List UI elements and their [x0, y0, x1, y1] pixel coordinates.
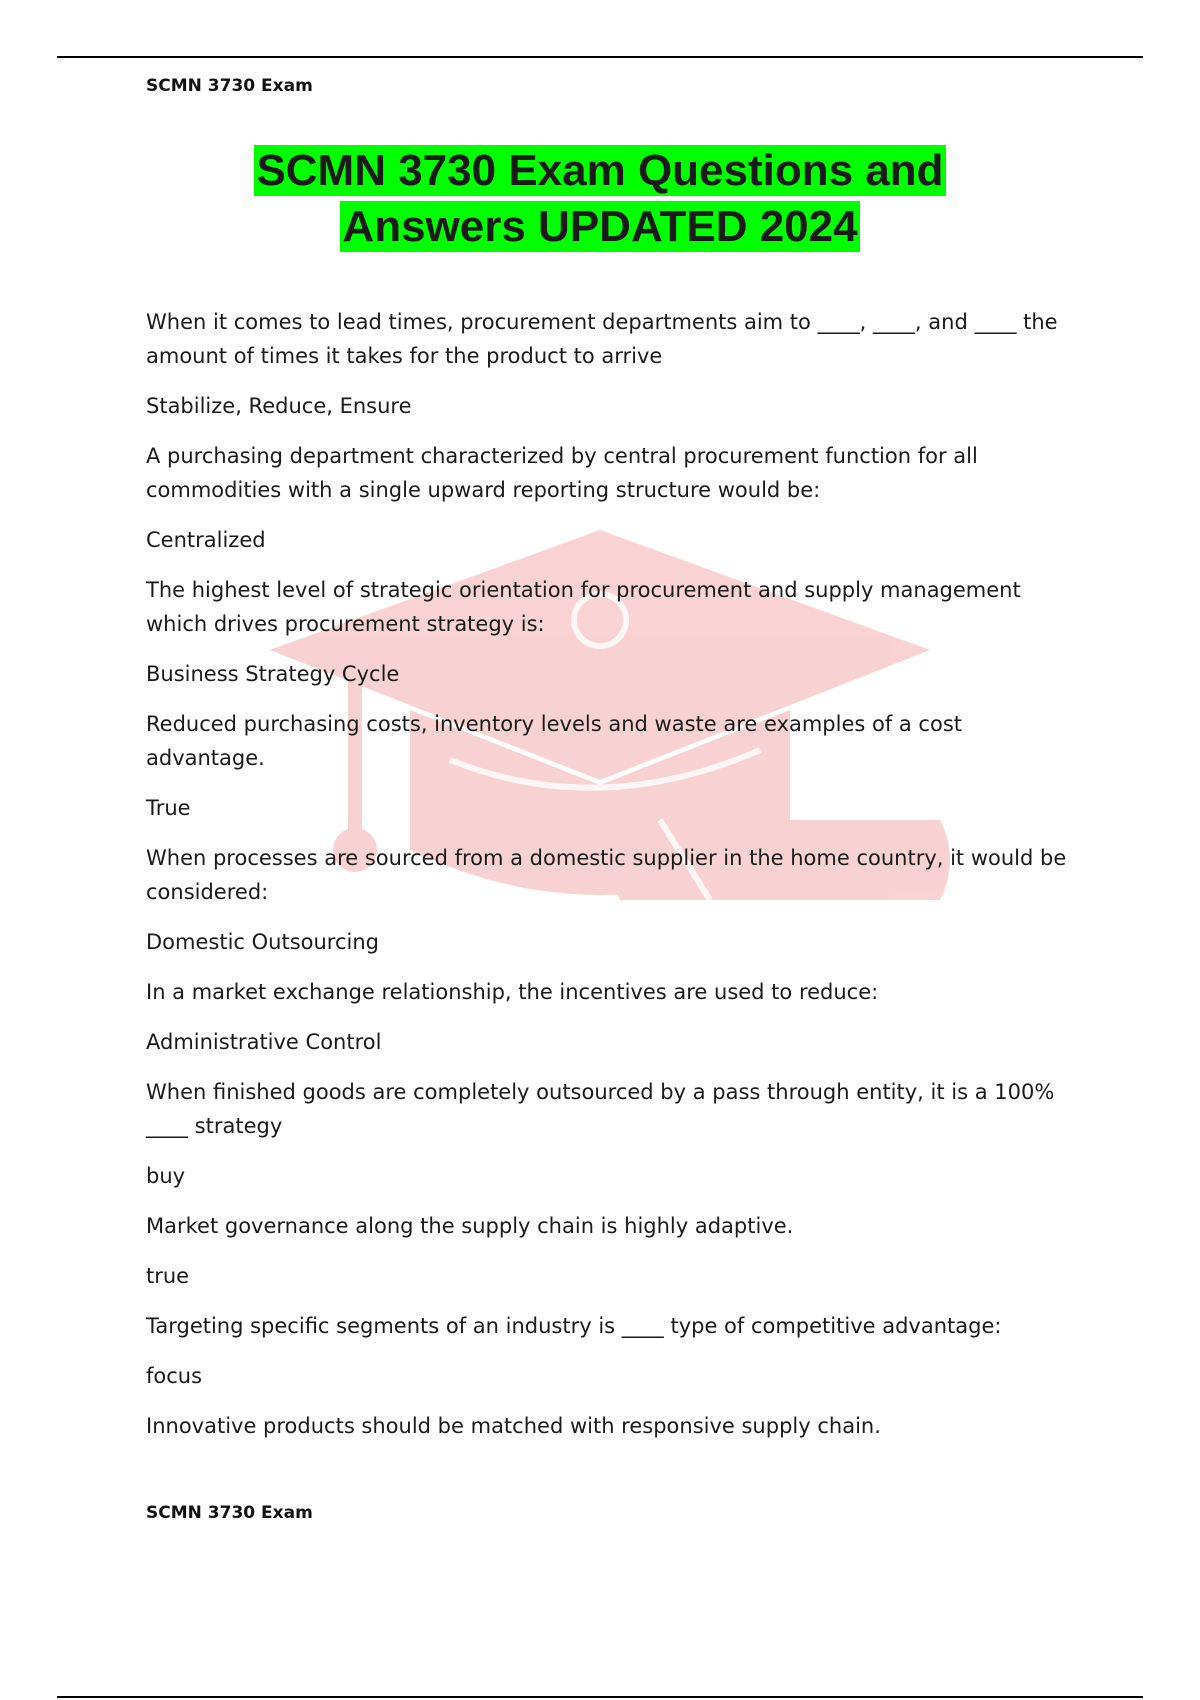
- answer-text: buy: [146, 1164, 186, 1188]
- answer-text: Domestic Outsourcing: [146, 930, 379, 954]
- answer-text: Administrative Control: [146, 1030, 382, 1054]
- running-header: SCMN 3730 Exam: [146, 76, 313, 96]
- question-text: Innovative products should be matched with responsive supply chain.: [146, 1414, 881, 1438]
- question-text: Reduced purchasing costs, inventory levels and waste are examples of a cost advantage.: [146, 712, 963, 770]
- answer-text: True: [146, 796, 191, 820]
- top-page-rule: [57, 56, 1143, 58]
- qa-item: [146, 305, 1076, 423]
- qa-item: [146, 1409, 1076, 1443]
- question-text: When finished goods are completely outsourced by a pass through entity, it is a 100% ____ strategy: [146, 1080, 1055, 1138]
- question-text: A purchasing department characterized by central procurement function for all commodities with a single upward reporting structure would be:: [146, 444, 978, 502]
- qa-item: [146, 1209, 1076, 1293]
- answer-text: Stabilize, Reduce, Ensure: [146, 394, 412, 418]
- qa-item: [146, 1075, 1076, 1193]
- answer-text: Centralized: [146, 528, 266, 552]
- qa-list: [146, 305, 1076, 1459]
- question-text: In a market exchange relationship, the incentives are used to reduce:: [146, 980, 879, 1004]
- question-text: The highest level of strategic orientation for procurement and supply management which drives procurement strategy is:: [146, 578, 1021, 636]
- answer-text: focus: [146, 1364, 203, 1388]
- qa-item: [146, 707, 1076, 825]
- question-text: Market governance along the supply chain is highly adaptive.: [146, 1214, 794, 1238]
- answer-text: Business Strategy Cycle: [146, 662, 400, 686]
- bottom-page-rule: [57, 1696, 1143, 1698]
- running-footer: SCMN 3730 Exam: [146, 1503, 313, 1523]
- title-line-2: Answers UPDATED 2024: [342, 202, 858, 251]
- qa-item: [146, 439, 1076, 557]
- question-text: Targeting specific segments of an industry is ____ type of competitive advantage:: [146, 1314, 1002, 1338]
- question-text: When it comes to lead times, procurement departments aim to ____, ____, and ____ the amount of times it takes for the product to arrive: [146, 310, 1058, 368]
- qa-item: [146, 841, 1076, 959]
- qa-item: [146, 573, 1076, 691]
- answer-text: true: [146, 1264, 190, 1288]
- title-line-1: SCMN 3730 Exam Questions and: [256, 146, 944, 195]
- question-text: When processes are sourced from a domestic supplier in the home country, it would be considered:: [146, 846, 1067, 904]
- qa-item: [146, 1309, 1076, 1393]
- document-title: [0, 145, 1200, 252]
- qa-item: [146, 975, 1076, 1059]
